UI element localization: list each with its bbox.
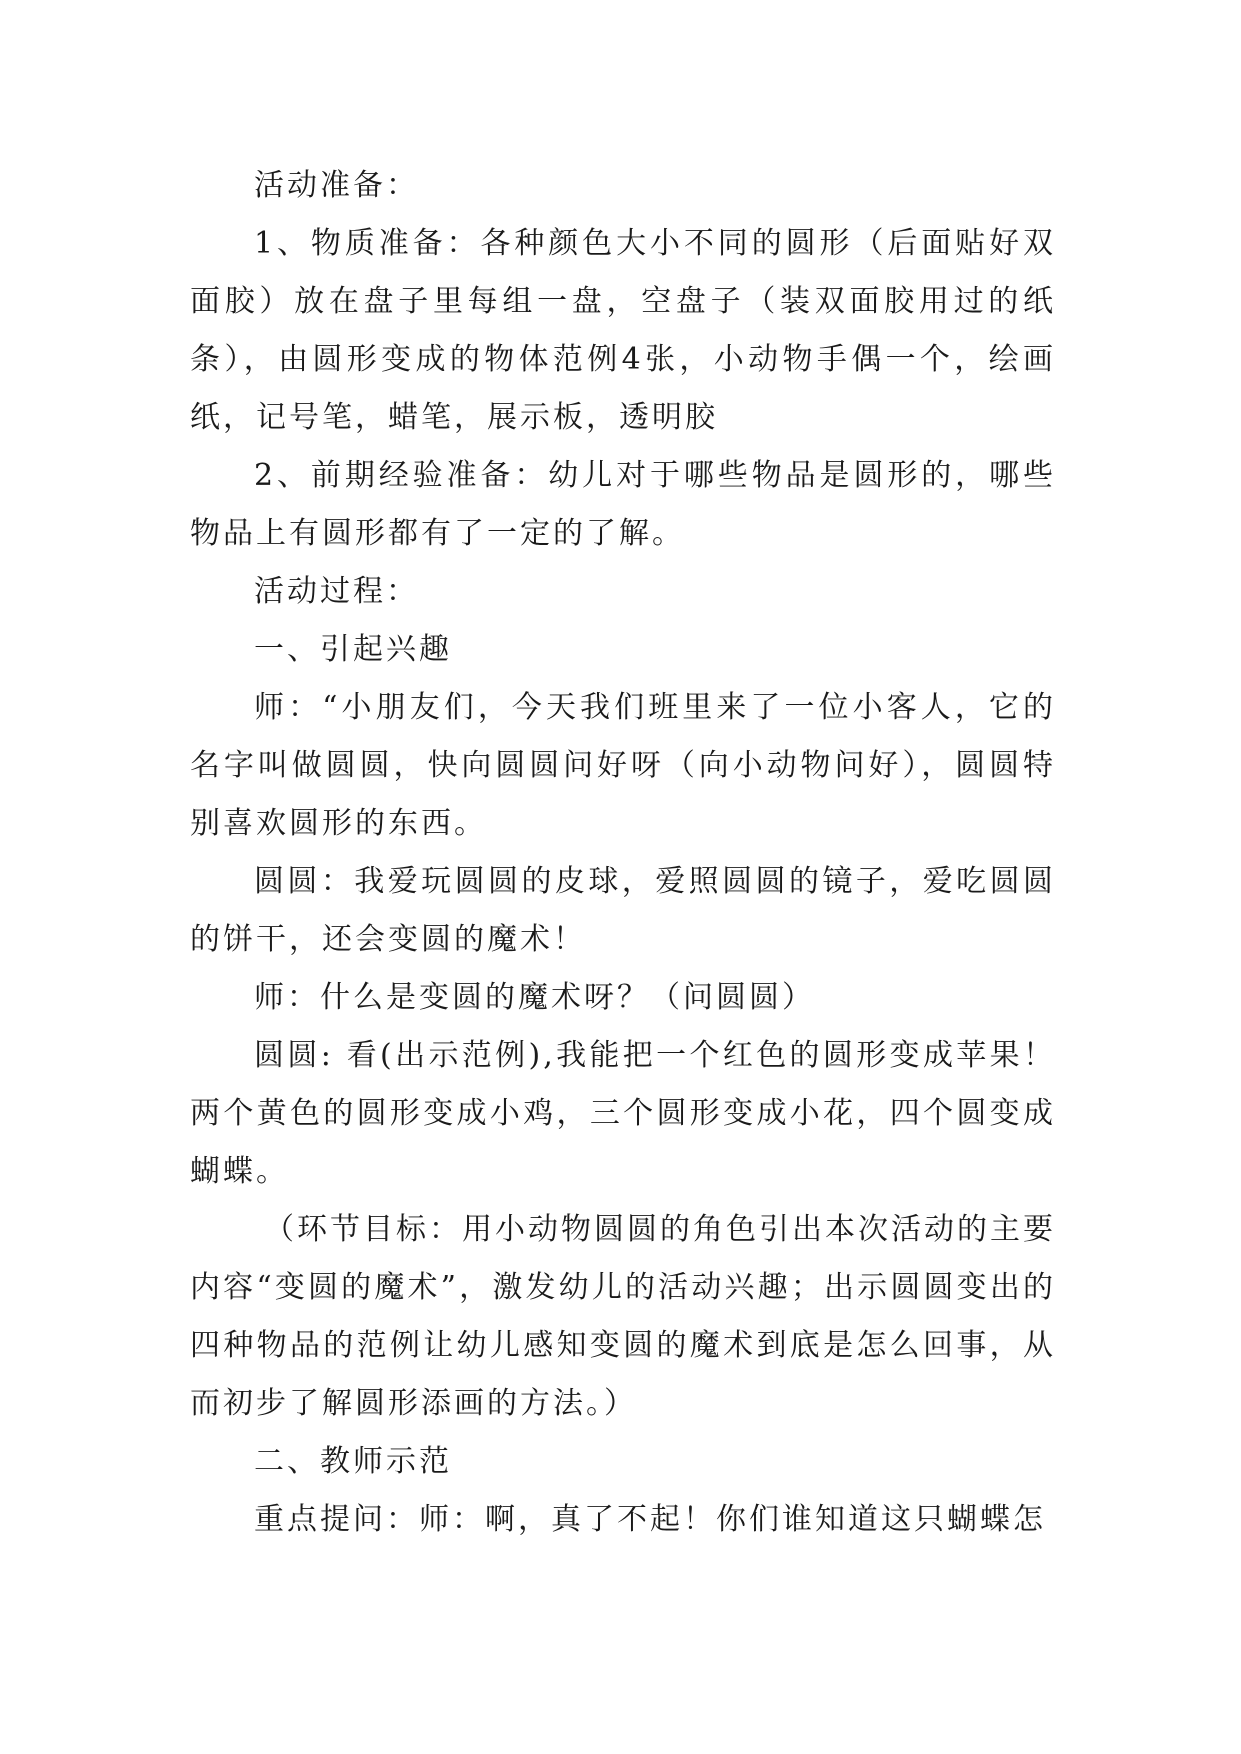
heading-teacher-demo: 二、教师示范	[254, 1444, 452, 1479]
document-body	[190, 157, 1056, 1549]
paragraph-experience-preparation: 2、前期经验准备：幼儿对于哪些物品是圆形的，哪些物品上有圆形都有了一定的了解。	[190, 458, 1056, 551]
paragraph-yuanyuan-likes: 圆圆：我爱玩圆圆的皮球，爱照圆圆的镜子，爱吃圆圆的饼干，还会变圆的魔术！	[190, 864, 1056, 957]
paragraph-teacher-question: 师：什么是变圆的魔术呀？（问圆圆）	[254, 980, 815, 1015]
heading-arouse-interest: 一、引起兴趣	[254, 632, 452, 667]
paragraph-material-preparation: 1、物质准备：各种颜色大小不同的圆形（后面贴好双面胶）放在盘子里每组一盘，空盘子（装双面胶用过的纸条），由圆形变成的物体范例4张，小动物手偶一个，绘画纸，记号笔，蜡笔，展示板，透明胶	[190, 226, 1056, 435]
heading-activity-preparation: 活动准备：	[254, 168, 419, 203]
paragraph-key-question: 重点提问：师：啊，真了不起！你们谁知道这只蝴蝶怎	[254, 1502, 1046, 1537]
paragraph-teacher-intro: 师：“小朋友们，今天我们班里来了一位小客人，它的名字叫做圆圆，快向圆圆问好呀（向小动物问好），圆圆特别喜欢圆形的东西。	[190, 690, 1056, 841]
paragraph-section-goal: （环节目标：用小动物圆圆的角色引出本次活动的主要内容“变圆的魔术”，激发幼儿的活动兴趣；出示圆圆变出的四种物品的范例让幼儿感知变圆的魔术到底是怎么回事，从而初步了解圆形添画的方法。）	[190, 1212, 1056, 1421]
heading-activity-process: 活动过程：	[254, 574, 419, 609]
paragraph-yuanyuan-demo: 圆圆: 看(出示范例),我能把一个红色的圆形变成苹果！两个黄色的圆形变成小鸡，三个圆形变成小花，四个圆变成蝴蝶。	[190, 1038, 1056, 1189]
